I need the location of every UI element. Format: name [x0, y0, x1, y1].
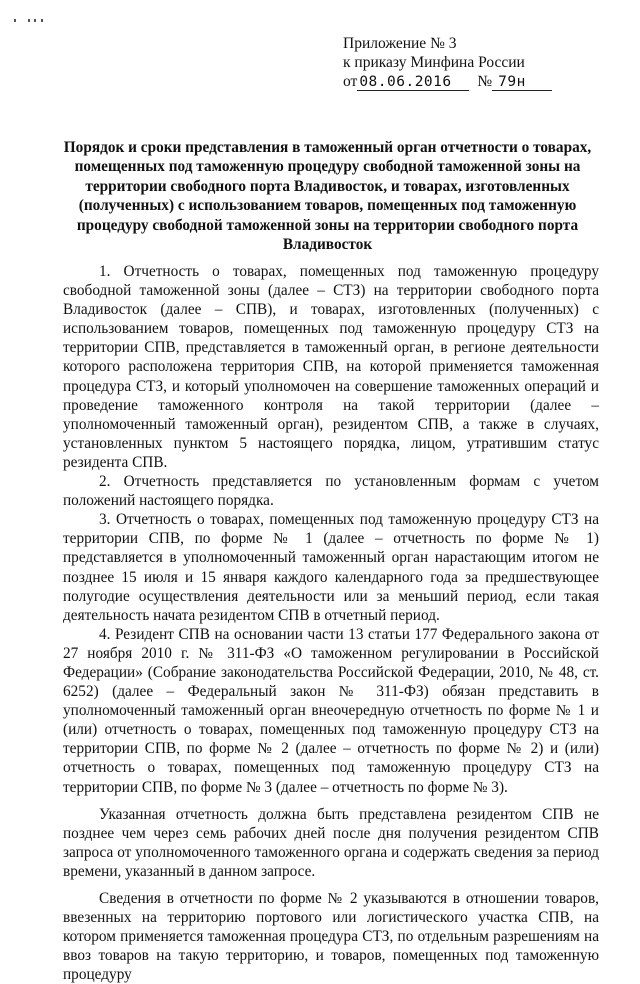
appendix-block: [343, 34, 623, 91]
paragraph-4: 4. Резидент СПВ на основании части 13 статьи 177 Федерального закона от 27 ноября 2010 г. № 311-ФЗ «О таможенном регулировании в Российской Федерации» (Собрание законодательства Российской Федерации, 2010, № 48, ст. 6252) (далее – Федеральный закон № 311-ФЗ) обязан представить в уполномоченный таможенный орган внеочередную отчетность по форме № 1 и (или) отчетность о товарах, помещенных под таможенную процедуру СТЗ на территории СПВ, по форме № 2 (далее – отчетность по форме № 2) и (или) отчетность о товарах, помещенных под таможенную процедуру СТЗ на территории СПВ, по форме № 3 (далее – отчетность по форме № 3).: [63, 625, 599, 796]
document-body: [63, 262, 599, 984]
paragraph-1: 1. Отчетность о товарах, помещенных под таможенную процедуру свободной таможенной зоны (далее – СТЗ) на территории свободного порта Владивосток (далее – СПВ), и товарах, изготовленных (полученных) с использованием товаров, помещенных под таможенную процедуру СТЗ на территории СПВ, представляется в таможенный орган, в регионе деятельности которого расположена территория СПВ, на которой применяется таможенная процедура СТЗ, и который уполномочен на совершение таможенных операций и проведение таможенного контроля на такой территории (далее – уполномоченный таможенный орган), резидентом СПВ, а также в случаях, установленных пунктом 5 настоящего порядка, лицом, утратившим статус резидента СПВ.: [63, 263, 599, 471]
date-prefix: от: [343, 73, 358, 90]
paragraph-3: 3. Отчетность о товарах, помещенных под таможенную процедуру СТЗ на территории СПВ, по форме № 1 (далее – отчетность по форме № 1) представляется в уполномоченный таможенный орган нарастающим итогом не позднее 15 июля и 15 января каждого календарного года за предшествующее полугодие осуществления деятельности или за меньший период, если такая деятельность начата резидентом СПВ в отчетный период.: [63, 511, 599, 624]
paragraph-2: 2. Отчетность представляется по установленным формам с учетом положений настоящего порядка.: [63, 473, 599, 510]
scan-artifact: [14, 19, 44, 23]
document-title: Порядок и сроки представления в таможенный орган отчетности о товарах, помещенных под таможенную процедуру свободной таможенной зоны на территории свободного порта Владивосток, и товарах, изготовленных (полученных) с использованием товаров, помещенных под таможенную процедуру свободной таможенной зоны на территории свободного порта Владивосток: [63, 139, 592, 254]
paragraph-4-deadline: Указанная отчетность должна быть представлена резидентом СПВ не позднее чем через семь рабочих дней после дня получения резидентом СПВ запроса от уполномоченного таможенного органа и содержать сведения за период времени, указанный в данном запросе.: [63, 805, 599, 880]
order-reference: к приказу Минфина России: [343, 54, 525, 71]
appendix-label: Приложение № 3: [343, 35, 457, 52]
order-date: 08.06.2016: [357, 75, 469, 91]
number-prefix: №: [477, 73, 493, 90]
order-date-number: [343, 72, 623, 91]
order-number: 79н: [492, 75, 552, 91]
paragraph-4-form2-details: Сведения в отчетности по форме № 2 указываются в отношении товаров, ввезенных на территорию портового или логистического участка СПВ, на котором применяется таможенная процедура СТЗ, по отдельным разрешениям на ввоз товаров на такую территорию, и товаров, помещенных под таможенную процедуру: [63, 890, 599, 984]
